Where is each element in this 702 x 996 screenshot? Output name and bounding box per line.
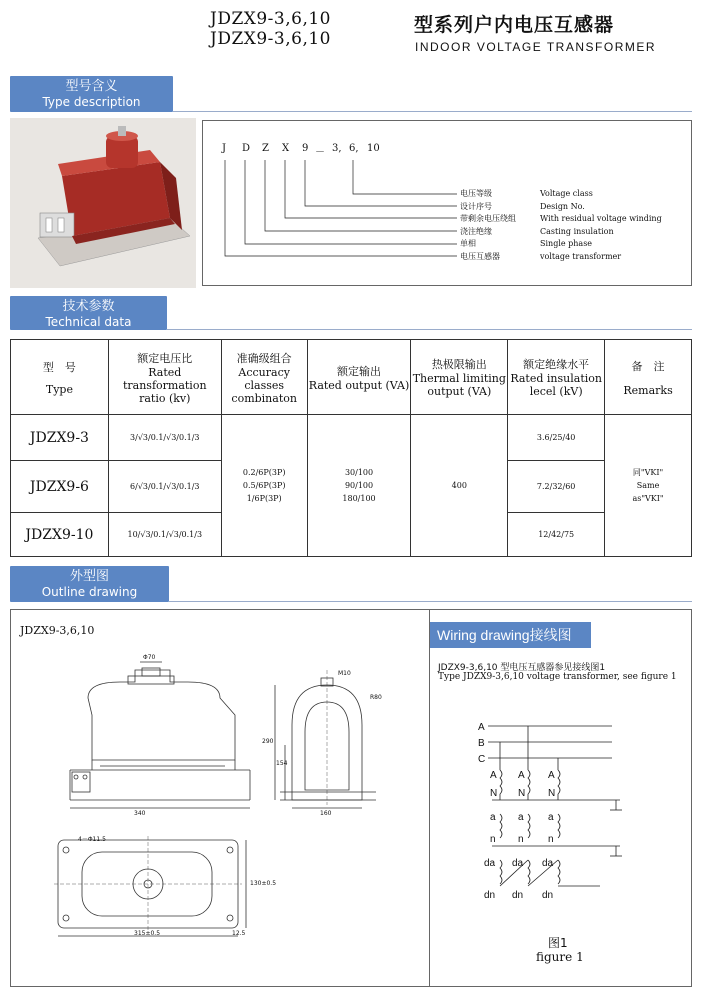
dim-m10: M10: [338, 670, 351, 677]
header-accuracy-en: Accuracy classes combinaton: [231, 365, 297, 405]
wiring-caption-en: Type JDZX9-3,6,10 voltage transformer, see figure 1: [438, 672, 677, 682]
code-char-dash: －: [315, 147, 325, 158]
row-insulation: 3.6/25/40: [508, 415, 605, 461]
row-type: JDZX9-3: [11, 415, 109, 461]
output-line: 30/100: [344, 468, 374, 477]
terminal-a-upper: A: [518, 770, 525, 781]
mechanical-drawing: [10, 640, 430, 985]
dim-w160: 160: [320, 810, 332, 817]
type-legend-cn: [460, 188, 516, 263]
section-type-description-en: Type description: [42, 95, 141, 109]
legend-en-vt: voltage transformer: [540, 251, 622, 261]
accuracy-line: 1/6P(3P): [246, 494, 282, 503]
model-line-1: JDZX9-3,6,10: [210, 9, 331, 29]
header-thermal-cn: 热极限输出: [431, 358, 487, 371]
wiring-tag-en: Wiring drawing: [437, 627, 530, 643]
header-remarks-cn: 备 注: [631, 359, 665, 373]
technical-data-table: [10, 339, 692, 557]
legend-en-voltage-class: Voltage class: [540, 189, 593, 198]
section-divider: [173, 111, 692, 112]
header-output: [307, 340, 411, 415]
section-divider: [167, 329, 692, 330]
legend-cn-design-no: 设计序号: [460, 201, 492, 211]
table-header-row: [11, 340, 692, 415]
terminal-a-lower: a: [490, 812, 496, 823]
dim-w315: 315±0.5: [134, 930, 161, 937]
terminal-a-lower: a: [548, 812, 554, 823]
header-output-en: Rated output (VA): [308, 378, 410, 392]
header-insulation-cn: 额定绝缘水平: [523, 358, 590, 371]
thermal-cell: 400: [411, 415, 508, 557]
header-output-cn: 额定输出: [337, 364, 382, 378]
terminal-n-lower: n: [548, 834, 554, 845]
wiring-diagram: [470, 718, 630, 908]
header-type-cn: 型 号: [42, 360, 76, 374]
terminal-a-upper: A: [490, 770, 497, 781]
terminal-n-lower: n: [518, 834, 524, 845]
header-ratio-en: Rated transformation ratio (kv): [122, 365, 207, 405]
code-char-3: 3,: [332, 143, 342, 154]
remarks-cell: [605, 415, 692, 557]
section-type-description-cn: 型号含义: [65, 79, 118, 94]
bus-b-label: B: [478, 738, 485, 749]
terminal-dn: dn: [512, 890, 524, 901]
wiring-tag-cn: 接线图: [529, 628, 572, 644]
bus-c-label: C: [478, 754, 486, 765]
row-type: JDZX9-6: [11, 461, 109, 513]
output-cell: [307, 415, 411, 557]
header-type: [11, 340, 109, 415]
dim-holes: 4－Φ11.5: [78, 836, 106, 843]
terminal-dn: dn: [542, 890, 554, 901]
terminal-n-upper: N: [548, 788, 556, 799]
terminal-da: da: [542, 858, 554, 869]
header-remarks-en: Remarks: [623, 383, 673, 397]
model-line-2: JDZX9-3,6,10: [210, 29, 331, 49]
dim-w12: 12.5: [232, 930, 246, 937]
code-char-j: J: [222, 143, 227, 154]
row-insulation: 7.2/32/60: [508, 461, 605, 513]
dim-d70: Φ70: [143, 654, 156, 661]
legend-cn-voltage-class: 电压等级: [460, 189, 492, 198]
terminal-n-upper: N: [490, 788, 498, 799]
section-technical-data-cn: 技术参数: [62, 299, 115, 314]
table-row: [11, 415, 692, 461]
header-remarks: [605, 340, 692, 415]
section-outline-drawing-en: Outline drawing: [41, 585, 138, 599]
row-ratio: 10/√3/0.1/√3/0.1/3: [108, 513, 221, 557]
type-legend-en: [540, 188, 662, 263]
figure-label-cn: 图1: [548, 936, 568, 950]
header-ratio: [108, 340, 221, 415]
type-code-leaders: [202, 120, 462, 286]
section-technical-data: [10, 296, 167, 330]
remarks-line: 同"VKI": [632, 468, 664, 477]
accuracy-line: 0.5/6P(3P): [242, 481, 286, 490]
header-thermal: [411, 340, 508, 415]
legend-en-design-no: Design No.: [540, 201, 585, 211]
dim-w340: 340: [134, 810, 146, 817]
code-char-10: 10: [367, 143, 380, 154]
terminal-a-lower: a: [518, 812, 524, 823]
terminal-a-upper: A: [548, 770, 555, 781]
terminal-n-lower: n: [490, 834, 496, 845]
legend-en-single-phase: Single phase: [540, 239, 593, 248]
title-en: INDOOR VOLTAGE TRANSFORMER: [415, 40, 657, 54]
header-accuracy-cn: 准确级组合: [236, 351, 292, 365]
header-ratio-cn: 额定电压比: [137, 351, 193, 365]
header-insulation-en: Rated insulation lecel (kV): [510, 372, 602, 398]
terminal-da: da: [484, 858, 496, 869]
legend-cn-residual: 带剩余电压绕组: [460, 214, 516, 223]
dim-h130: 130±0.5: [250, 880, 277, 887]
row-ratio: 3/√3/0.1/√3/0.1/3: [108, 415, 221, 461]
row-insulation: 12/42/75: [508, 513, 605, 557]
terminal-dn: dn: [484, 890, 496, 901]
code-char-x: X: [282, 143, 290, 154]
output-line: 90/100: [344, 481, 374, 490]
legend-cn-vt: 电压互感器: [460, 251, 500, 261]
legend-cn-casting: 浇注绝缘: [460, 226, 492, 236]
code-char-9: 9: [302, 143, 309, 154]
section-type-description: [10, 76, 173, 112]
wiring-drawing-tag: [430, 622, 591, 648]
header-insulation: [508, 340, 605, 415]
dim-r80: R80: [370, 694, 382, 701]
dim-h154: 154: [276, 760, 288, 767]
header-thermal-en: Thermal limiting output (VA): [412, 372, 506, 398]
section-outline-drawing: [10, 566, 169, 602]
remarks-line: as"VKI": [632, 494, 664, 503]
accuracy-line: 0.2/6P(3P): [242, 468, 286, 477]
terminal-n-upper: N: [518, 788, 526, 799]
dim-h290: 290: [262, 738, 274, 745]
product-photo: [10, 118, 196, 288]
figure-label-en: figure 1: [536, 950, 584, 964]
legend-cn-single-phase: 单相: [460, 239, 476, 248]
wiring-caption-cn: JDZX9-3,6,10 型电压互感器参见接线图1: [438, 663, 606, 673]
terminal-da: da: [512, 858, 524, 869]
section-outline-drawing-cn: 外型图: [69, 569, 109, 584]
title-cn: 型系列户内电压互感器: [414, 14, 615, 36]
section-divider: [169, 601, 692, 602]
accuracy-cell: [221, 415, 307, 557]
header-accuracy: [221, 340, 307, 415]
remarks-line: Same: [636, 481, 660, 490]
bus-a-label: A: [478, 722, 485, 733]
legend-en-casting: Casting insulation: [540, 226, 614, 236]
row-type: JDZX9-10: [11, 513, 109, 557]
section-technical-data-en: Technical data: [45, 315, 132, 329]
output-line: 180/100: [342, 494, 376, 503]
legend-en-residual: With residual voltage winding: [540, 214, 662, 223]
row-ratio: 6/√3/0.1/√3/0.1/3: [108, 461, 221, 513]
drawing-model-label: JDZX9-3,6,10: [20, 624, 95, 637]
code-char-d: D: [242, 143, 251, 154]
code-char-6: 6,: [349, 143, 359, 154]
header-type-en: Type: [45, 382, 73, 396]
code-char-z: Z: [262, 143, 269, 154]
